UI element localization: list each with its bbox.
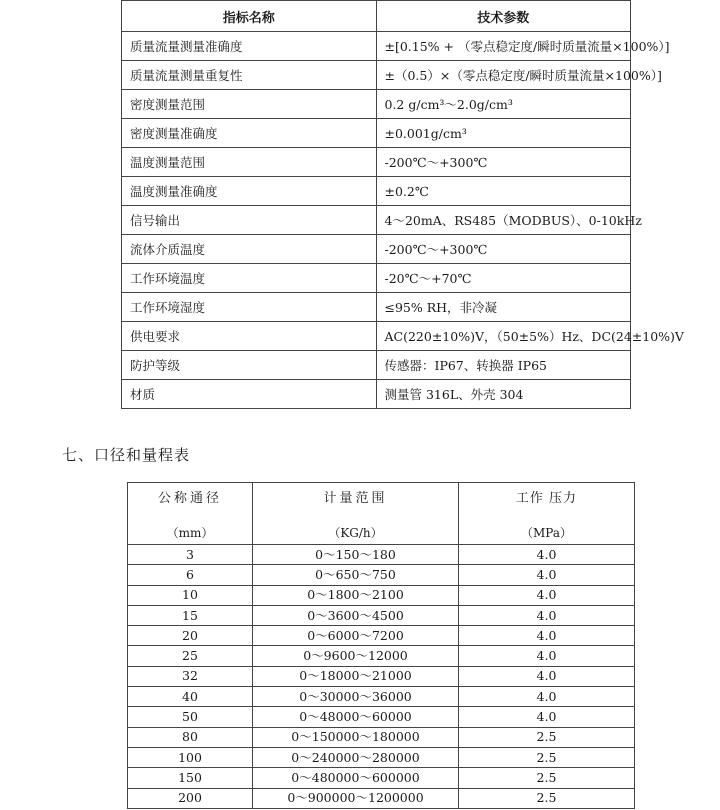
range-dn-cell: 150 <box>128 768 253 788</box>
range-row <box>128 687 635 707</box>
spec-header-value: 技术参数 <box>376 1 631 32</box>
spec-param-value: ≤95% RH，非冷凝 <box>376 293 631 322</box>
range-pressure-cell: 4.0 <box>459 687 635 707</box>
range-dn-cell: 15 <box>128 605 253 625</box>
spec-param-name: 质量流量测量准确度 <box>122 32 377 61</box>
range-pressure-cell: 4.0 <box>459 605 635 625</box>
spec-param-value: ±[0.15% + （零点稳定度/瞬时质量流量×100%）] <box>376 32 631 61</box>
spec-table-body <box>122 32 684 409</box>
range-pressure-cell: 2.5 <box>459 768 635 788</box>
range-value-cell: 0～6000～7200 <box>253 626 459 646</box>
spec-row <box>122 206 631 235</box>
spec-row <box>122 32 631 61</box>
spec-param-value: ±0.001g/cm³ <box>376 119 631 148</box>
range-row <box>128 747 635 767</box>
range-table-body <box>128 545 635 809</box>
spec-param-value: -200℃～+300℃ <box>376 235 631 264</box>
spec-row <box>122 235 631 264</box>
spec-param-name: 温度测量准确度 <box>122 177 377 206</box>
spec-param-value: -200℃～+300℃ <box>376 148 631 177</box>
range-row <box>128 666 635 686</box>
spec-param-name: 工作环境温度 <box>122 264 377 293</box>
spec-header-name: 指标名称 <box>122 1 377 32</box>
range-pressure-cell: 2.5 <box>459 727 635 747</box>
range-value-cell: 0～240000～280000 <box>253 747 459 767</box>
range-value-cell: 0～9600～12000 <box>253 646 459 666</box>
range-header-dn-label: 公称通径 <box>157 491 222 506</box>
range-value-cell: 0～1800～2100 <box>253 585 459 605</box>
range-row <box>128 565 635 585</box>
range-header-range-label: 计量范围 <box>323 491 388 506</box>
range-header-range <box>253 483 459 545</box>
spec-param-name: 密度测量准确度 <box>122 119 377 148</box>
range-pressure-cell: 2.5 <box>459 788 635 808</box>
spec-row <box>122 90 631 119</box>
spec-row <box>122 380 631 409</box>
spec-param-value: ±（0.5）×（零点稳定度/瞬时质量流量×100%）] <box>376 61 631 90</box>
spec-param-name: 防护等级 <box>122 351 377 380</box>
range-value-cell: 0～30000～36000 <box>253 687 459 707</box>
range-dn-cell: 200 <box>128 788 253 808</box>
range-header-pressure-unit: （MPa） <box>521 526 572 540</box>
range-dn-cell: 3 <box>128 545 253 565</box>
range-dn-cell: 50 <box>128 707 253 727</box>
spec-param-name: 信号输出 <box>122 206 377 235</box>
range-pressure-cell: 4.0 <box>459 666 635 686</box>
spec-table-header-row <box>122 1 631 32</box>
spec-row <box>122 264 631 293</box>
range-table-header-row <box>128 483 635 545</box>
range-value-cell: 0～480000～600000 <box>253 768 459 788</box>
spec-row <box>122 351 631 380</box>
spec-row <box>122 119 631 148</box>
range-dn-cell: 80 <box>128 727 253 747</box>
range-dn-cell: 40 <box>128 687 253 707</box>
spec-param-value: -20℃～+70℃ <box>376 264 631 293</box>
spec-param-value: 0.2 g/cm³～2.0g/cm³ <box>376 90 631 119</box>
range-dn-cell: 20 <box>128 626 253 646</box>
range-pressure-cell: 4.0 <box>459 646 635 666</box>
range-value-cell: 0～150～180 <box>253 545 459 565</box>
range-dn-cell: 10 <box>128 585 253 605</box>
range-value-cell: 0～3600～4500 <box>253 605 459 625</box>
spec-param-value: 测量管 316L、外壳 304 <box>376 380 631 409</box>
spec-param-value: 4～20mA、RS485（MODBUS）、0-10kHz <box>376 206 631 235</box>
spec-row <box>122 293 631 322</box>
range-value-cell: 0～900000～1200000 <box>253 788 459 808</box>
spec-param-value: AC(220±10%)V，（50±5%）Hz、DC(24±10%)V <box>376 322 631 351</box>
spec-param-name: 供电要求 <box>122 322 377 351</box>
spec-param-value: ±0.2℃ <box>376 177 631 206</box>
range-dn-cell: 32 <box>128 666 253 686</box>
spec-param-name: 质量流量测量重复性 <box>122 61 377 90</box>
range-header-range-unit: （KG/h） <box>328 526 383 540</box>
range-header-pressure-label: 工作 压力 <box>515 491 578 506</box>
range-pressure-cell: 4.0 <box>459 626 635 646</box>
range-row <box>128 626 635 646</box>
range-header-pressure <box>459 483 635 545</box>
range-pressure-cell: 4.0 <box>459 565 635 585</box>
range-row <box>128 768 635 788</box>
range-pressure-cell: 2.5 <box>459 747 635 767</box>
range-row <box>128 545 635 565</box>
range-dn-cell: 100 <box>128 747 253 767</box>
spec-row <box>122 148 631 177</box>
section-title: 七、口径和量程表 <box>62 446 191 464</box>
range-pressure-cell: 4.0 <box>459 707 635 727</box>
range-pressure-cell: 4.0 <box>459 545 635 565</box>
spec-table <box>121 0 684 409</box>
range-value-cell: 0～150000～180000 <box>253 727 459 747</box>
spec-row <box>122 177 631 206</box>
range-dn-cell: 25 <box>128 646 253 666</box>
spec-row <box>122 61 631 90</box>
range-header-dn-unit: （mm） <box>166 526 214 540</box>
range-pressure-cell: 4.0 <box>459 585 635 605</box>
spec-param-name: 流体介质温度 <box>122 235 377 264</box>
range-row <box>128 788 635 808</box>
range-row <box>128 646 635 666</box>
range-dn-cell: 6 <box>128 565 253 585</box>
range-table <box>127 482 635 809</box>
range-row <box>128 707 635 727</box>
spec-param-name: 材质 <box>122 380 377 409</box>
range-row <box>128 605 635 625</box>
range-value-cell: 0～650～750 <box>253 565 459 585</box>
spec-param-name: 密度测量范围 <box>122 90 377 119</box>
spec-param-name: 温度测量范围 <box>122 148 377 177</box>
spec-param-value: 传感器：IP67、转换器 IP65 <box>376 351 631 380</box>
spec-param-name: 工作环境湿度 <box>122 293 377 322</box>
spec-row <box>122 322 631 351</box>
range-value-cell: 0～48000～60000 <box>253 707 459 727</box>
range-row <box>128 727 635 747</box>
range-row <box>128 585 635 605</box>
range-header-dn <box>128 483 253 545</box>
range-value-cell: 0～18000～21000 <box>253 666 459 686</box>
